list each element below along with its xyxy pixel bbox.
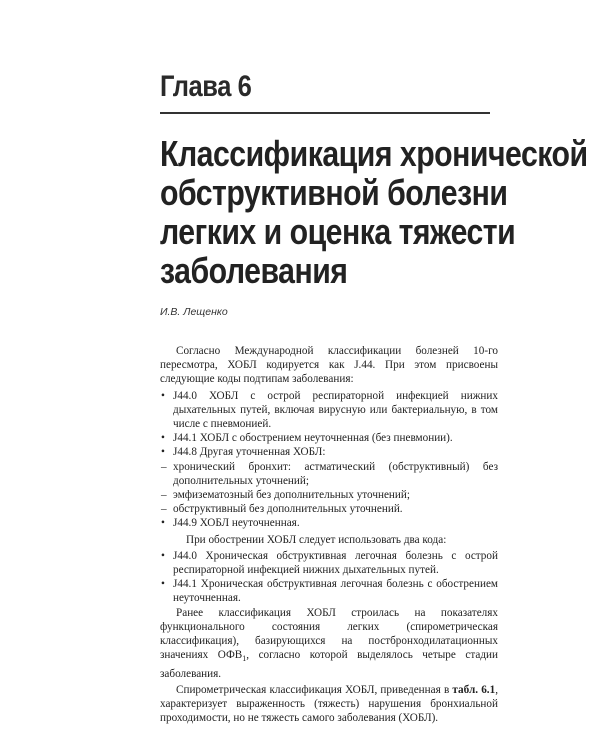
icd-code-list-end: [160, 516, 498, 530]
list-item: • J44.0 ХОБЛ с острой респираторной инфекцией нижних дыхательных путей, включая вирусную или бактериальную, в том числе с пневмонией.: [160, 389, 498, 432]
exacerbation-intro: При обострении ХОБЛ следует использовать два кода:: [186, 533, 447, 546]
chapter-title: [160, 133, 588, 291]
chapter-title-line: Классификация хронической: [160, 133, 588, 174]
paragraph-text: , согласно которой выделялось четыре стадии заболевания.: [160, 649, 498, 680]
list-item: • J44.9 ХОБЛ неуточненная.: [160, 516, 498, 530]
earlier-classification-paragraph: [160, 606, 498, 681]
list-item: • J44.8 Другая уточненная ХОБЛ:: [160, 445, 498, 459]
author-name: И.В. Лещенко: [160, 306, 228, 318]
spirometric-classification-paragraph: [160, 683, 498, 726]
subtype-list: [160, 460, 498, 517]
intro-paragraph: Согласно Международной классификации болезней 10-го пересмотра, ХОБЛ кодируется как J.44. При этом присвоены следующие коды подтипам заболевания:: [160, 345, 498, 386]
chapter-label: Глава 6: [160, 70, 252, 103]
paragraph-text: Ранее классификация ХОБЛ строилась на показателях функционального состояния легких (спирометрическая классификация), базирующихся на постбронходилатационных значениях ОФВ: [160, 606, 498, 662]
list-item: – обструктивный без дополнительных уточнений.: [160, 502, 498, 516]
subscript: 1: [242, 654, 247, 664]
chapter-title-line: легких и оценка тяжести: [160, 211, 516, 252]
chapter-title-line: заболевания: [160, 250, 348, 291]
list-item: – эмфизематозный без дополнительных уточнений;: [160, 488, 498, 502]
chapter-title-line: обструктивной болезни: [160, 172, 508, 213]
table-reference-link[interactable]: табл. 6.1: [452, 683, 496, 696]
list-item: • J44.1 ХОБЛ с обострением неуточненная (без пневмонии).: [160, 431, 498, 445]
paragraph-text: , характеризует выраженность (тяжесть) нарушения бронхиальной проходимости, но не тяжесть самого заболевания (ХОБЛ).: [160, 683, 498, 725]
body-text: [160, 344, 498, 728]
list-item: • J44.0 Хроническая обструктивная легочная болезнь с острой респираторной инфекцией нижних дыхательных путей.: [160, 549, 498, 577]
paragraph-text: Спирометрическая классификация ХОБЛ, приведенная в: [176, 683, 453, 696]
list-item: • J44.1 Хроническая обструктивная легочная болезнь с обострением неуточненная.: [160, 577, 498, 605]
list-item: – хронический бронхит: астматический (обструктивный) без дополнительных уточнений;: [160, 460, 498, 488]
icd-code-list: [160, 389, 498, 460]
chapter-divider: [160, 112, 490, 114]
exacerbation-code-list: [160, 549, 498, 606]
